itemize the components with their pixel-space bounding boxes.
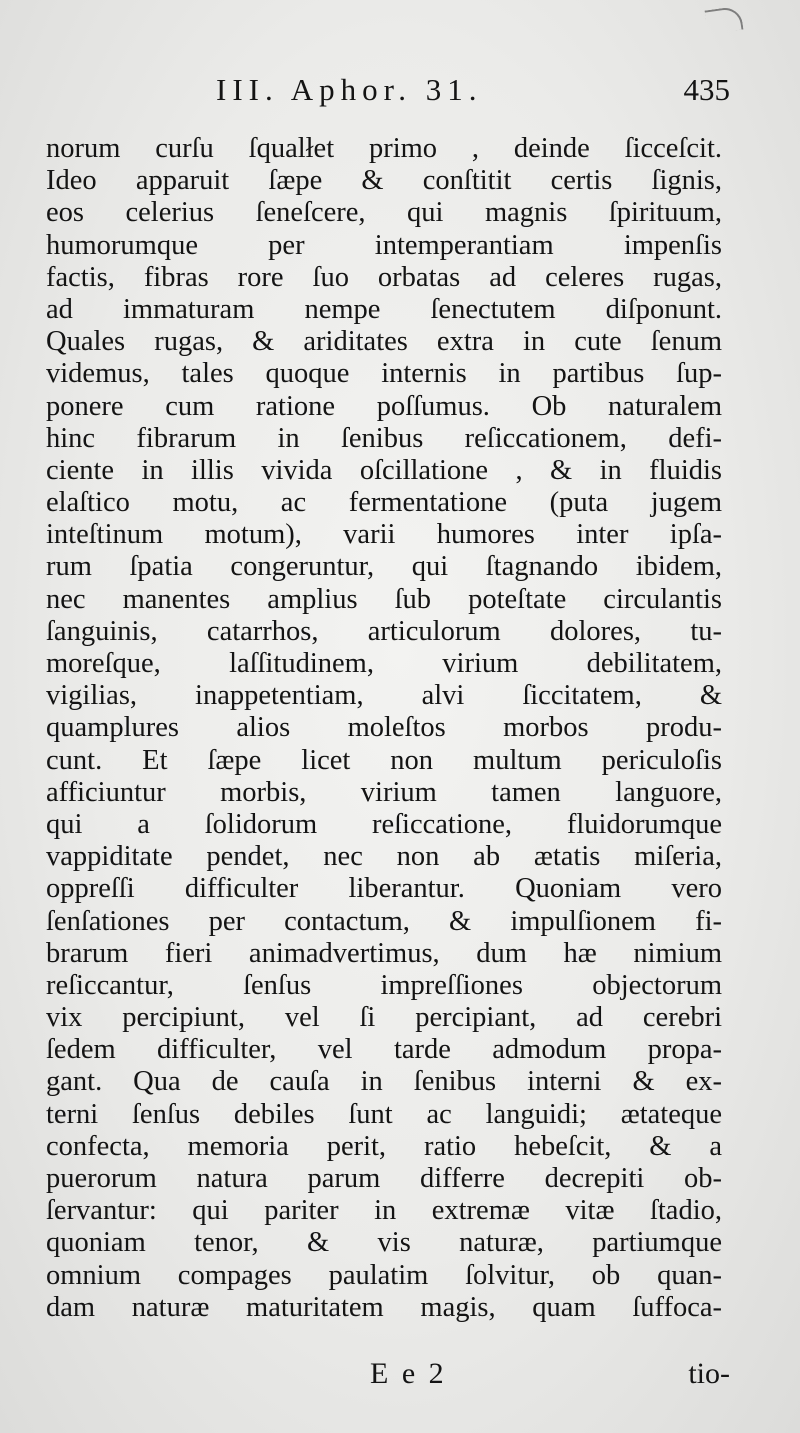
- text-line: oppreſſi difficulter liberantur. Quoniam vero: [46, 873, 722, 905]
- text-line: ſanguinis, catarrhos, articulorum dolores, tu-: [46, 615, 722, 647]
- corner-fold-mark: [705, 6, 744, 35]
- text-line: terni ſenſus debiles ſunt ac languidi; ætateque: [46, 1098, 722, 1130]
- page-header: [40, 68, 730, 118]
- text-line: factis, fibras rore ſuo orbatas ad celeres rugas,: [46, 261, 722, 293]
- text-line: videmus, tales quoque internis in partibus ſup-: [46, 358, 722, 390]
- text-line: brarum fieri animadvertimus, dum hæ nimium: [46, 937, 722, 969]
- catchword: tio-: [688, 1357, 730, 1390]
- text-line: vix percipiunt, vel ſi percipiant, ad cerebri: [46, 1002, 722, 1034]
- text-line: omnium compages paulatim ſolvitur, ob quan-: [46, 1259, 722, 1291]
- text-line: Quales rugas, & ariditates extra in cute ſenum: [46, 326, 722, 358]
- text-line: Ideo apparuit ſæpe & conſtitit certis ſignis,: [46, 165, 722, 197]
- text-line: dam naturæ maturitatem magis, quam ſuffoca-: [46, 1291, 722, 1323]
- signature-mark: E e 2: [370, 1357, 447, 1390]
- text-line: moreſque, laſſitudinem, virium debilitatem,: [46, 648, 722, 679]
- text-line: rum ſpatia congeruntur, qui ſtagnando ibidem,: [46, 551, 722, 583]
- text-line: qui a ſolidorum reſiccatione, fluidorumque: [46, 808, 722, 840]
- page-number: 435: [683, 72, 730, 107]
- text-line: inteſtinum motum), varii humores inter ipſa-: [46, 519, 722, 551]
- text-line: nec manentes amplius ſub poteſtate circulantis: [46, 583, 722, 615]
- text-line: ſenſationes per contactum, & impulſionem fi-: [46, 905, 722, 937]
- text-line: cunt. Et ſæpe licet non multum periculoſis: [46, 744, 722, 776]
- text-line: reſiccantur, ſenſus impreſſiones objectorum: [46, 969, 722, 1001]
- text-line: vappiditate pendet, nec non ab ætatis miſeria,: [46, 841, 722, 873]
- text-line: eos celerius ſeneſcere, qui magnis ſpirituum,: [46, 197, 722, 229]
- running-head: III. Aphor. 31.: [216, 72, 483, 107]
- text-line: gant. Qua de cauſa in ſenibus interni & ex-: [46, 1066, 722, 1098]
- text-line: ſervantur: qui pariter in extremæ vitæ ſtadio,: [46, 1195, 722, 1227]
- body-text: [46, 133, 722, 1324]
- text-line: hinc fibrarum in ſenibus reſiccationem, defi-: [46, 422, 722, 454]
- text-line: norum curſu ſqualłet primo , deinde ſicceſcit.: [46, 133, 722, 164]
- text-line: quamplures alios moleſtos morbos produ-: [46, 712, 722, 744]
- text-line: puerorum natura parum differre decrepiti ob-: [46, 1163, 722, 1194]
- text-line: ſedem difficulter, vel tarde admodum propa-: [46, 1034, 722, 1066]
- text-line: confecta, memoria perit, ratio hebeſcit, & a: [46, 1130, 722, 1162]
- text-line: quoniam tenor, & vis naturæ, partiumque: [46, 1227, 722, 1259]
- text-line: elaſtico motu, ac fermentatione (puta jugem: [46, 487, 722, 519]
- text-line: afficiuntur morbis, virium tamen languore,: [46, 776, 722, 808]
- text-line: ad immaturam nempe ſenectutem diſponunt.: [46, 293, 722, 325]
- text-line: vigilias, inappetentiam, alvi ſiccitatem, &: [46, 680, 722, 712]
- page-footer: [40, 1357, 730, 1401]
- text-line: ponere cum ratione poſſumus. Ob naturalem: [46, 390, 722, 422]
- text-line: ciente in illis vivida oſcillatione , & in fluidis: [46, 454, 722, 486]
- text-line: humorumque per intemperantiam impenſis: [46, 229, 722, 261]
